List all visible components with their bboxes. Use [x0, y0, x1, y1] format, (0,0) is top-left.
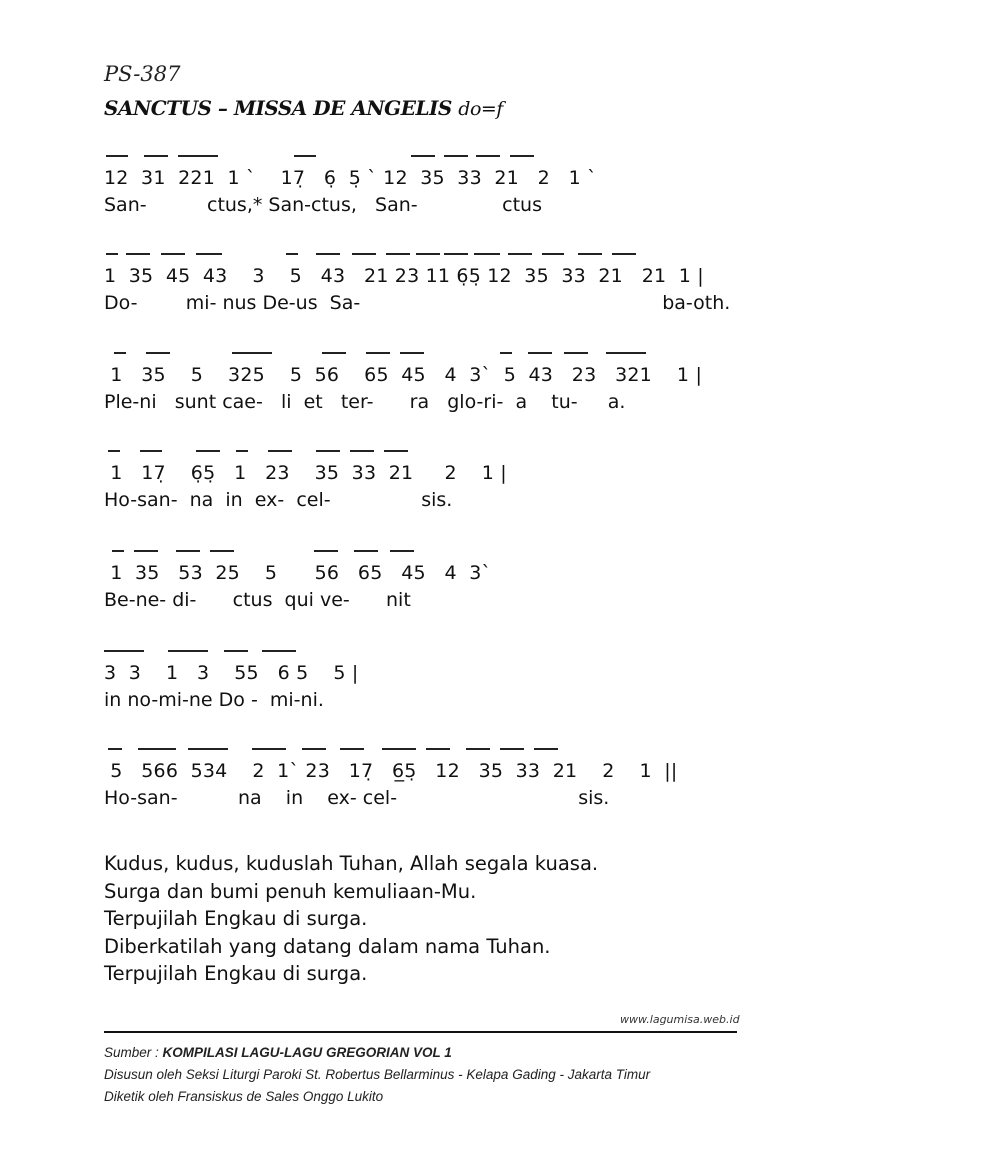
source-credits: [104, 1042, 650, 1108]
translation-line: Terpujilah Engkau di surga.: [104, 962, 368, 985]
notation-system-1: [104, 155, 744, 225]
typed-by-line: Diketik oleh Fransiskus de Sales Onggo Lukito: [104, 1089, 384, 1104]
lyrics-line: in no-mi-ne Do - mi-ni.: [104, 689, 324, 711]
key-signature: do=f: [458, 98, 503, 120]
notes-line: 12 31 221 1 ˋ 17̣ 6̣ 5̣ ˋ 12 35 33 21 2 1 ˋ: [104, 167, 597, 189]
footer-divider: [104, 1031, 737, 1033]
translation-line: Diberkatilah yang datang dalam nama Tuhan.: [104, 934, 551, 958]
lyrics-line: San- ctus,* San-ctus, San- ctus: [104, 194, 543, 216]
notes-line: 1 35 53 25 5 56 65 45 4 3ˋ: [104, 562, 492, 584]
translation-line: Surga dan bumi penuh kemuliaan-Mu.: [104, 879, 477, 903]
lyrics-line: Do- mi- nus De-us Sa- ba-oth.: [104, 292, 731, 314]
source-title: KOMPILASI LAGU-LAGU GREGORIAN VOL 1: [162, 1045, 452, 1060]
website-label: www.lagumisa.web.id: [620, 1013, 740, 1026]
title-text: SANCTUS – MISSA DE ANGELIS: [104, 96, 452, 120]
source-prefix: Sumber :: [104, 1045, 163, 1060]
lyrics-line: Ho-san- na in ex- cel- sis.: [104, 489, 453, 511]
notation-system-3: [104, 352, 744, 422]
translation-block: [104, 850, 598, 988]
song-title: [104, 96, 503, 120]
notation-system-4: [104, 450, 744, 520]
source-line: [104, 1042, 650, 1064]
notes-line: 5 566 534 2 1ˋ 23 17̣ 6̲5̣ 12 35 33 21 2 1 ||: [104, 760, 678, 782]
compiled-by-line: Disusun oleh Seksi Liturgi Paroki St. Robertus Bellarminus - Kelapa Gading - Jakarta Timur: [104, 1067, 651, 1082]
notation-system-6: [104, 650, 744, 720]
lyrics-line: Be-ne- di- ctus qui ve- nit: [104, 589, 411, 611]
notes-line: 3 3 1 3 55 6 5 5 |: [104, 662, 359, 684]
notes-line: 1 35 45 43 3 5 43 21 23 11 6̣5̣ 12 35 33 21 21 1 |: [104, 265, 704, 287]
translation-line: Terpujilah Engkau di surga.: [104, 907, 368, 930]
notation-system-2: [104, 253, 744, 323]
notes-line: 1 35 5 325 5 56 65 45 4 3ˋ 5 43 23 321 1 |: [104, 364, 703, 386]
notes-line: 1 17̣ 6̣5̣ 1 23 35 33 21 2 1 |: [104, 462, 507, 484]
notation-system-7: [104, 748, 744, 818]
translation-line: Kudus, kudus, kuduslah Tuhan, Allah segala kuasa.: [104, 852, 599, 875]
lyrics-line: Ple-ni sunt cae- li et ter- ra glo-ri- a tu- a.: [104, 391, 626, 413]
lyrics-line: Ho-san- na in ex- cel- sis.: [104, 787, 610, 809]
notation-system-5: [104, 550, 744, 620]
song-code: PS-387: [104, 62, 181, 86]
